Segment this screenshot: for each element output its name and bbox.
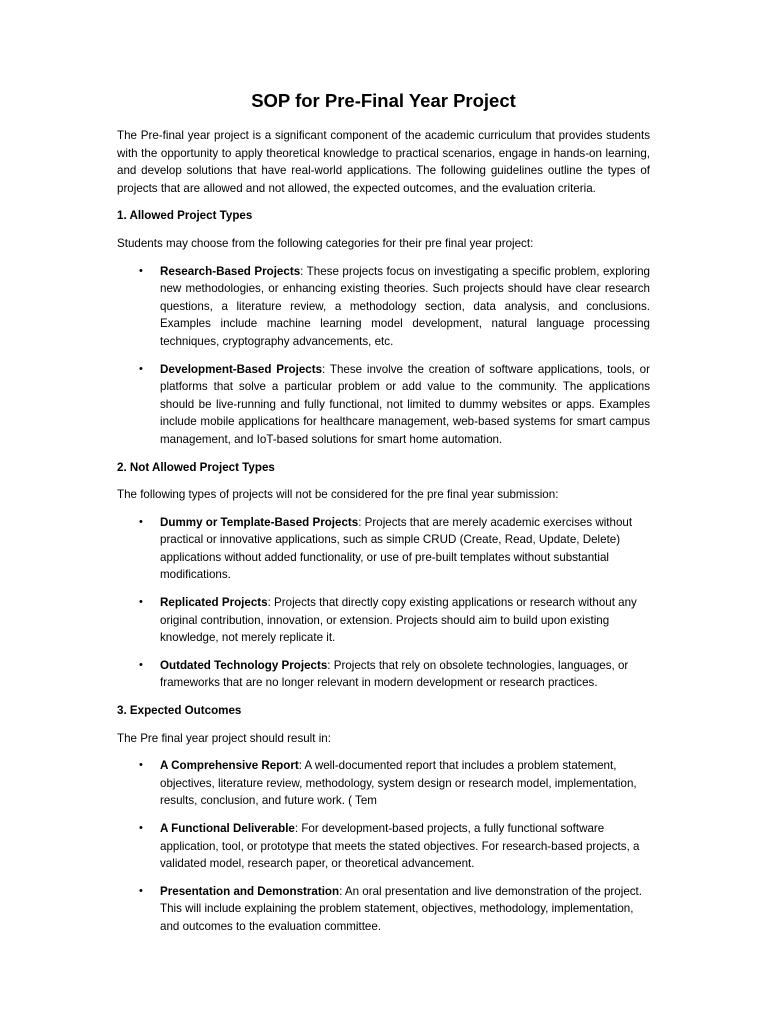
list-item bbox=[139, 757, 650, 810]
document-title: SOP for Pre-Final Year Project bbox=[251, 90, 516, 111]
list-item bbox=[139, 514, 650, 584]
item-term: A Functional Deliverable bbox=[160, 822, 295, 835]
bullet-list bbox=[117, 757, 650, 935]
item-text: : An oral presentation and live demonstration of the project. This will include explaining the problem statement, objectives, methodology, implementation, and outcomes to the evaluation committee. bbox=[160, 884, 643, 933]
section-not-allowed-project-types bbox=[117, 459, 650, 693]
bullet-icon: • bbox=[139, 596, 143, 609]
item-text: : Projects that rely on obsolete technologies, languages, or frameworks that are no longer relevant in modern development or research practices. bbox=[160, 658, 629, 690]
item-text: : For development-based projects, a fully functional software application, tool, or prototype that meets the stated objectives. For research-based projects, a validated model, research paper, or theoretical advancement. bbox=[160, 822, 640, 871]
item-text: : These involve the creation of software applications, tools, or platforms that solve a particular problem or add value to the community. The applications should be live-running and fully functional, not limited to dummy websites or apps. Examples include mobile applications for healthcare management, web-based systems for smart campus management, and IoT-based solutions for smart home automation. bbox=[160, 362, 650, 446]
list-item bbox=[139, 263, 650, 351]
bullet-list bbox=[117, 263, 650, 449]
section-heading: 3. Expected Outcomes bbox=[117, 704, 242, 718]
intro-paragraph: The Pre-final year project is a significant component of the academic curriculum that provides students with the opportunity to apply theoretical knowledge to practical scenarios, engage in hands-on learning, and develop solutions that have real-world applications. The following guidelines outline the types of projects that are allowed and not allowed, the expected outcomes, and the evaluation criteria. bbox=[117, 129, 650, 195]
item-text: : These projects focus on investigating a specific problem, exploring new methodologies, or enhancing existing theories. Such projects should have clear research questions, a literature review, a methodology section, data analysis, and conclusions. Examples include machine learning model development, natural language processing techniques, cryptography advancements, etc. bbox=[160, 264, 650, 348]
item-term: Research-Based Projects bbox=[160, 264, 301, 278]
item-term: A Comprehensive Report bbox=[160, 759, 299, 773]
bullet-icon: • bbox=[139, 362, 143, 375]
section-allowed-project-types bbox=[117, 207, 650, 448]
item-term: Replicated Projects bbox=[160, 596, 268, 610]
list-item bbox=[139, 820, 650, 873]
bullet-icon: • bbox=[139, 822, 143, 834]
bullet-icon: • bbox=[139, 515, 143, 528]
section-lead: Students may choose from the following categories for their pre final year project: bbox=[117, 236, 534, 250]
list-item bbox=[139, 883, 650, 936]
bullet-icon: • bbox=[139, 658, 143, 671]
list-item bbox=[139, 657, 650, 692]
bullet-icon: • bbox=[139, 264, 143, 277]
item-term: Outdated Technology Projects bbox=[160, 658, 328, 672]
item-text: : Projects that are merely academic exercises without practical or innovative applications, such as simple CRUD (Create, Read, Update, Delete) applications without added functionality, or use of pre-built templates without substantial modifications. bbox=[160, 515, 633, 582]
bullet-icon: • bbox=[139, 759, 143, 772]
item-term: Presentation and Demonstration bbox=[160, 884, 340, 898]
item-term: Development-Based Projects bbox=[160, 362, 323, 376]
item-text: : Projects that directly copy existing applications or research without any original contribution, innovation, or extension. Projects should aim to build upon existing knowledge, not merely replicate it. bbox=[160, 596, 637, 645]
bullet-list bbox=[117, 514, 650, 692]
list-item bbox=[139, 361, 650, 449]
section-lead: The following types of projects will not be considered for the pre final year submission: bbox=[117, 488, 559, 502]
section-heading: 1. Allowed Project Types bbox=[117, 209, 253, 223]
item-text: : A well-documented report that includes a problem statement, objectives, literature review, methodology, system design or research model, implementation, results, conclusion, and future work. ( Tem bbox=[160, 759, 637, 808]
bullet-icon: • bbox=[139, 884, 143, 897]
list-item bbox=[139, 594, 650, 647]
item-term: Dummy or Template-Based Projects bbox=[160, 515, 359, 529]
section-expected-outcomes bbox=[117, 702, 650, 936]
section-lead: The Pre final year project should result in: bbox=[117, 731, 331, 745]
section-heading: 2. Not Allowed Project Types bbox=[117, 460, 275, 474]
